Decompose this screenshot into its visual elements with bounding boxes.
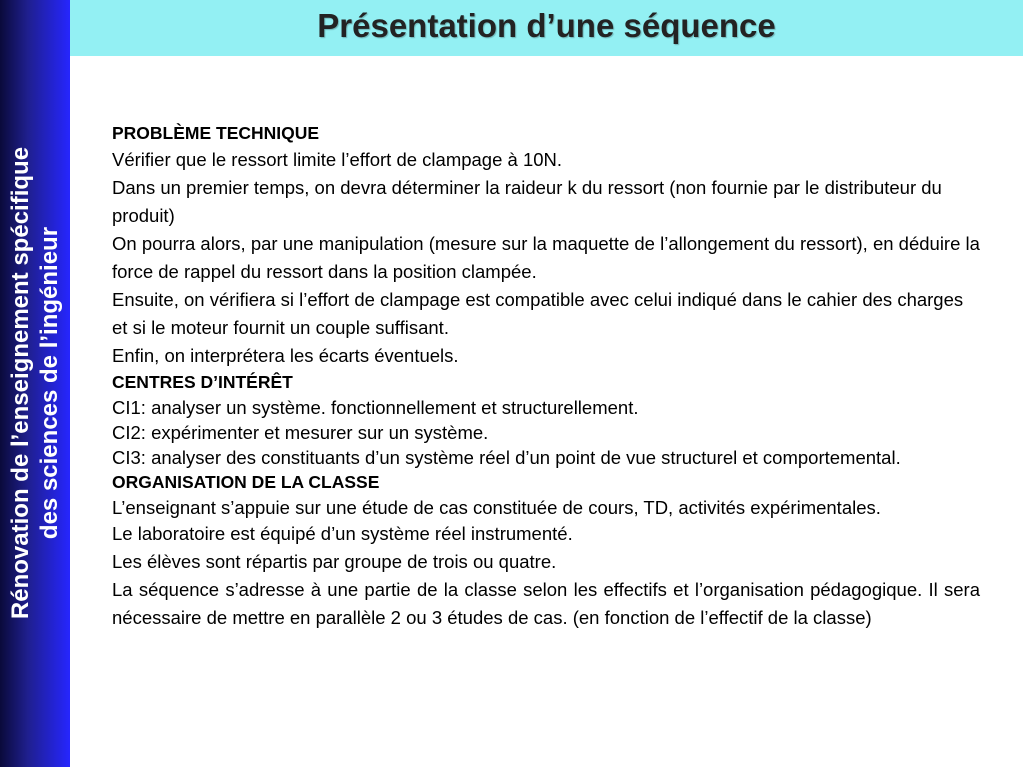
paragraph: Enfin, on interprétera les écarts éventuels. bbox=[112, 345, 459, 366]
list-item: CI3: analyser des constituants d’un système réel d’un point de vue structurel et comportemental. bbox=[112, 447, 901, 468]
slide-title: Présentation d’une séquence bbox=[317, 7, 776, 44]
paragraph: Le laboratoire est équipé d’un système réel instrumenté. bbox=[112, 523, 573, 544]
side-banner bbox=[0, 0, 70, 767]
list-item: CI2: expérimenter et mesurer sur un système. bbox=[112, 422, 489, 443]
section-heading-centres: CENTRES D’INTÉRÊT bbox=[112, 372, 293, 392]
paragraph: Ensuite, on vérifiera si l’effort de clampage est compatible avec celui indiqué dans le cahier des charges et si le moteur fournit un couple suffisant. bbox=[112, 289, 964, 338]
paragraph: Dans un premier temps, on devra déterminer la raideur k du ressort (non fournie par le distributeur du produit) bbox=[112, 177, 942, 226]
slide-body bbox=[112, 121, 980, 632]
side-banner-line-1: Rénovation de l’enseignement spécifique bbox=[7, 146, 34, 620]
section-heading-organisation: ORGANISATION DE LA CLASSE bbox=[112, 472, 380, 492]
paragraph: Vérifier que le ressort limite l’effort de clampage à 10N. bbox=[112, 149, 563, 170]
paragraph: Les élèves sont répartis par groupe de trois ou quatre. bbox=[112, 551, 557, 572]
section-heading-probleme: PROBLÈME TECHNIQUE bbox=[112, 123, 320, 143]
side-banner-title bbox=[6, 0, 64, 767]
paragraph: L’enseignant s’appuie sur une étude de cas constituée de cours, TD, activités expérimentales. bbox=[112, 497, 881, 518]
list-item: CI1: analyser un système. fonctionnellement et structurellement. bbox=[112, 397, 639, 418]
paragraph: On pourra alors, par une manipulation (mesure sur la maquette de l’allongement du ressort), en déduire la force de rappel du ressort dans la position clampée. bbox=[112, 233, 980, 282]
paragraph: La séquence s’adresse à une partie de la classe selon les effectifs et l’organisation pédagogique. Il sera nécessaire de mettre en parallèle 2 ou 3 études de cas. (en fonction de l’effectif de la classe) bbox=[112, 579, 980, 628]
side-banner-line-2: des sciences de l’ingénieur bbox=[36, 226, 63, 540]
